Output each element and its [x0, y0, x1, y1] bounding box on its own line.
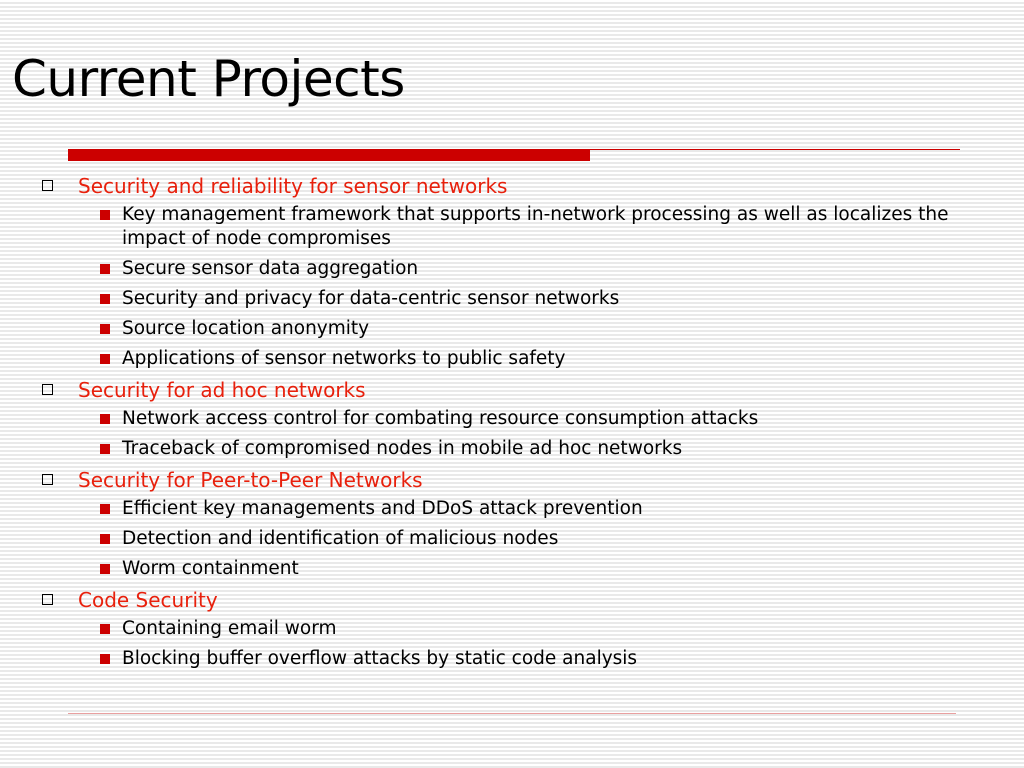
list-item: Detection and identification of malicious nodes — [40, 524, 980, 554]
section-p2p-networks — [40, 466, 980, 584]
hollow-square-bullet-icon — [42, 384, 53, 395]
list-item: Efficient key managements and DDoS attack prevention — [40, 494, 980, 524]
section-heading: Code Security — [40, 586, 980, 614]
list-item: Source location anonymity — [40, 314, 980, 344]
list-item: Worm containment — [40, 554, 980, 584]
filled-square-bullet-icon — [100, 654, 110, 664]
filled-square-bullet-icon — [100, 444, 110, 454]
title-underline-thick — [68, 149, 590, 161]
section-heading: Security and reliability for sensor networks — [40, 172, 980, 200]
list-item: Containing email worm — [40, 614, 980, 644]
filled-square-bullet-icon — [100, 294, 110, 304]
filled-square-bullet-icon — [100, 414, 110, 424]
filled-square-bullet-icon — [100, 534, 110, 544]
title-underline-thin — [590, 149, 960, 150]
section-sensor-networks — [40, 172, 980, 374]
list-item: Network access control for combating resource consumption attacks — [40, 404, 980, 434]
list-item: Secure sensor data aggregation — [40, 254, 980, 284]
list-item: Security and privacy for data-centric sensor networks — [40, 284, 980, 314]
filled-square-bullet-icon — [100, 504, 110, 514]
slide-title: Current Projects — [12, 50, 405, 108]
filled-square-bullet-icon — [100, 210, 110, 220]
section-code-security — [40, 586, 980, 674]
footer-divider — [68, 713, 956, 714]
bullet-list — [40, 170, 980, 674]
hollow-square-bullet-icon — [42, 594, 53, 605]
list-item: Key management framework that supports in-network processing as well as localizes the impact of node compromises — [40, 200, 980, 254]
section-heading: Security for Peer-to-Peer Networks — [40, 466, 980, 494]
filled-square-bullet-icon — [100, 564, 110, 574]
section-ad-hoc-networks — [40, 376, 980, 464]
hollow-square-bullet-icon — [42, 474, 53, 485]
list-item: Applications of sensor networks to public safety — [40, 344, 980, 374]
list-item: Traceback of compromised nodes in mobile ad hoc networks — [40, 434, 980, 464]
section-heading: Security for ad hoc networks — [40, 376, 980, 404]
filled-square-bullet-icon — [100, 324, 110, 334]
hollow-square-bullet-icon — [42, 180, 53, 191]
filled-square-bullet-icon — [100, 264, 110, 274]
filled-square-bullet-icon — [100, 624, 110, 634]
filled-square-bullet-icon — [100, 354, 110, 364]
list-item: Blocking buffer overflow attacks by static code analysis — [40, 644, 980, 674]
